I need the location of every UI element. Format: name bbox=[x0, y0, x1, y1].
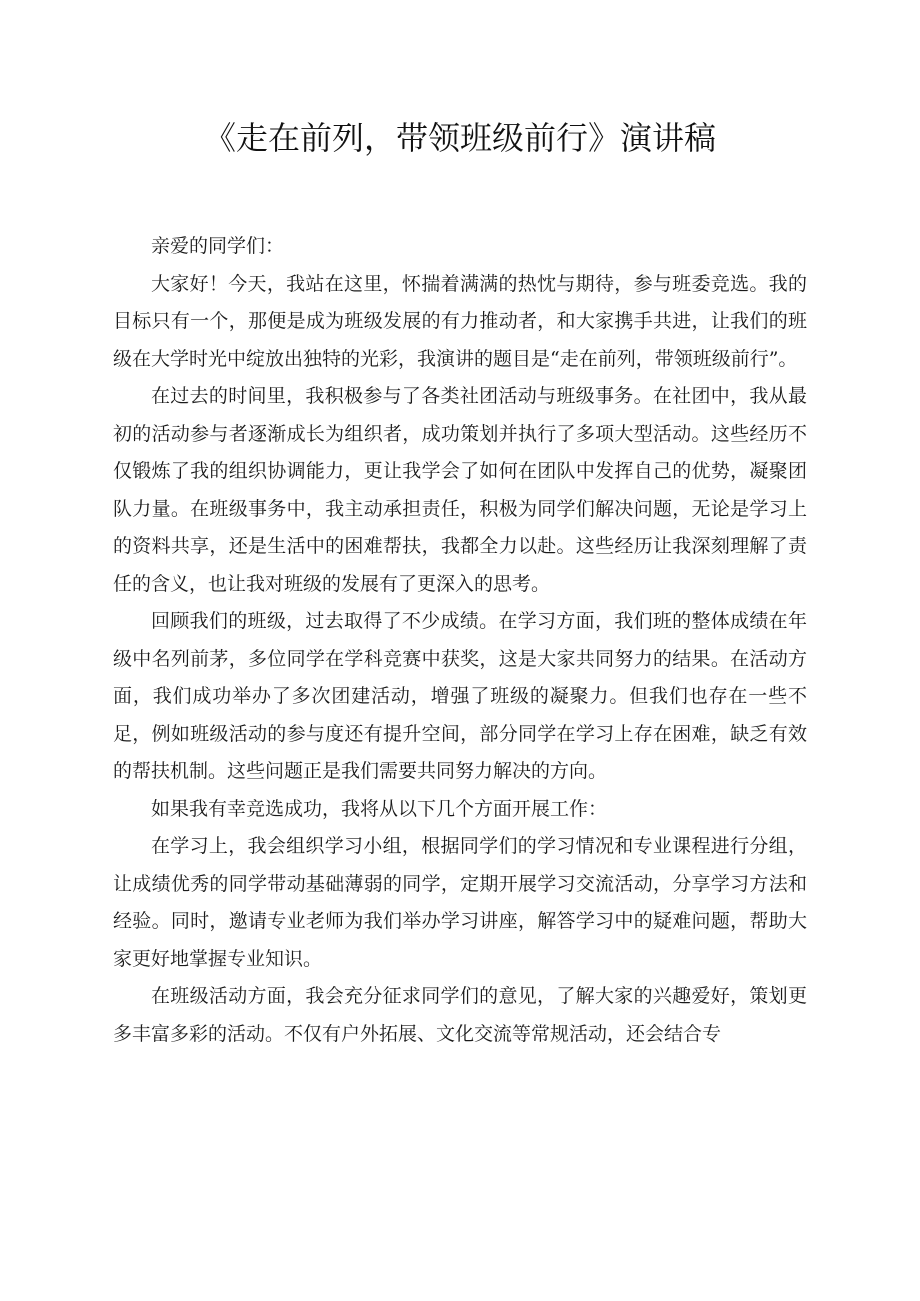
intro-paragraph: 大家好！今天，我站在这里，怀揣着满满的热忱与期待，参与班委竞选。我的目标只有一个，那便是成为班级发展的有力推动者，和大家携手共进，让我们的班级在大学时光中绽放出独特的光彩，我演讲的题目是“走在前列，带领班级前行”。 bbox=[113, 272, 807, 370]
class-review-paragraph: 回顾我们的班级，过去取得了不少成绩。在学习方面，我们班的整体成绩在年级中名列前茅，多位同学在学科竞赛中获奖，这是大家共同努力的结果。在活动方面，我们成功举办了多次团建活动，增强了班级的凝聚力。但我们也存在一些不足，例如班级活动的参与度还有提升空间，部分同学在学习上存在困难，缺乏有效的帮扶机制。这些问题正是我们需要共同努力解决的方向。 bbox=[113, 610, 807, 782]
activity-plan-paragraph: 在班级活动方面，我会充分征求同学们的意见，了解大家的兴趣爱好，策划更多丰富多彩的活动。不仅有户外拓展、文化交流等常规活动，还会结合专 bbox=[113, 985, 807, 1045]
speech-body bbox=[113, 228, 807, 1053]
plan-intro-paragraph: 如果我有幸竞选成功，我将从以下几个方面开展工作： bbox=[151, 797, 608, 820]
speech-title: 《走在前列，带领班级前行》演讲稿 bbox=[203, 119, 716, 157]
study-plan-paragraph: 在学习上，我会组织学习小组，根据同学们的学习情况和专业课程进行分组，让成绩优秀的同学带动基础薄弱的同学，定期开展学习交流活动，分享学习方法和经验。同时，邀请专业老师为我们举办学习讲座，解答学习中的疑难问题，帮助大家更好地掌握专业知识。 bbox=[113, 835, 807, 970]
greeting-paragraph: 亲爱的同学们： bbox=[151, 235, 285, 257]
experience-paragraph: 在过去的时间里，我积极参与了各类社团活动与班级事务。在社团中，我从最初的活动参与者逐渐成长为组织者，成功策划并执行了多项大型活动。这些经历不仅锻炼了我的组织协调能力，更让我学会了如何在团队中发挥自己的优势，凝聚团队力量。在班级事务中，我主动承担责任，积极为同学们解决问题，无论是学习上的资料共享，还是生活中的困难帮扶，我都全力以赴。这些经历让我深刻理解了责任的含义，也让我对班级的发展有了更深入的思考。 bbox=[113, 385, 807, 595]
